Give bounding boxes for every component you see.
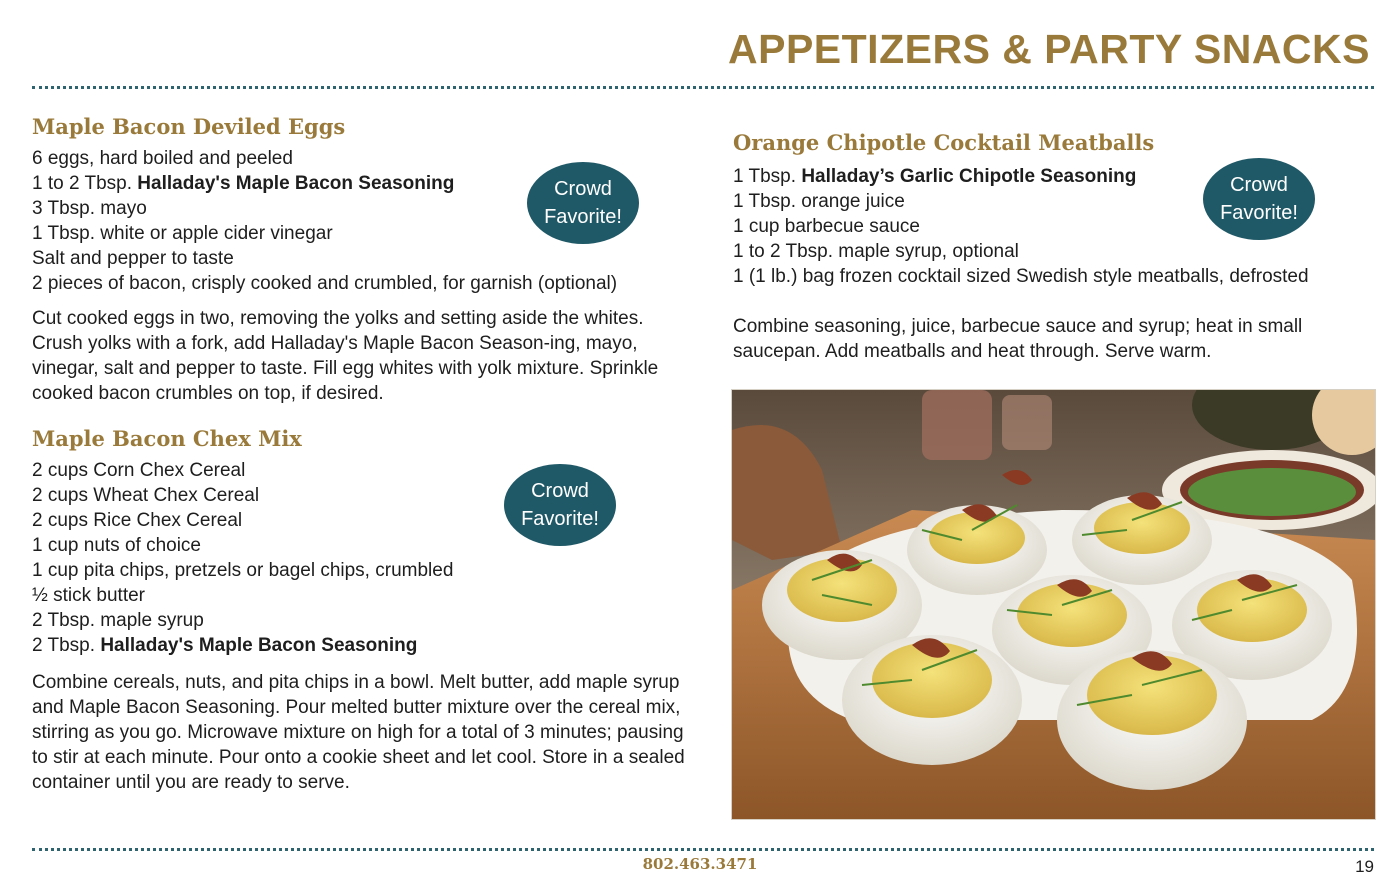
badge-line: Favorite! xyxy=(1220,202,1298,224)
recipe-title: Maple Bacon Chex Mix xyxy=(32,426,302,451)
recipe-directions: Combine seasoning, juice, barbecue sauce and syrup; heat in small saucepan. Add meatballs and heat through. Serve warm. xyxy=(733,316,1303,362)
recipe-maple-bacon-deviled-eggs xyxy=(32,112,692,406)
page-title: APPETIZERS & PARTY SNACKS xyxy=(727,26,1370,72)
recipe-directions: Combine cereals, nuts, and pita chips in a bowl. Melt butter, add maple syrup and Maple Bacon Seasoning. Pour melted butter mixture over the cereal mix, stirring as you go. Microwave mixture on high for a total of 3 minutes; pausing to stir at each minute. Pour onto a cookie sheet and let cool. Store in a sealed container until you are ready to serve. xyxy=(32,672,685,793)
ingredient-item xyxy=(733,164,1373,189)
ingredient-item: ½ stick butter xyxy=(32,585,145,606)
badge-line: Crowd xyxy=(554,178,612,200)
ingredient-amount: 1 Tbsp. xyxy=(733,166,802,187)
badge-line: Crowd xyxy=(531,480,589,502)
ingredient-seasoning-name: Halladay’s Garlic Chipotle Seasoning xyxy=(801,166,1137,187)
ingredient-item: 1 Tbsp. orange juice xyxy=(733,191,905,212)
ingredient-item: 6 eggs, hard boiled and peeled xyxy=(32,148,293,169)
ingredient-seasoning-name: Halladay's Maple Bacon Seasoning xyxy=(137,173,455,194)
ingredient-seasoning-name: Halladay's Maple Bacon Seasoning xyxy=(100,635,418,656)
right-column xyxy=(733,128,1373,364)
footer-phone: 802.463.3471 xyxy=(642,855,758,873)
ingredient-item: 2 cups Wheat Chex Cereal xyxy=(32,485,260,506)
ingredient-item: 1 cup barbecue sauce xyxy=(733,216,920,237)
ingredient-item: Salt and pepper to taste xyxy=(32,248,234,269)
ingredient-item: 1 cup pita chips, pretzels or bagel chips, crumbled xyxy=(32,560,454,581)
bottom-divider xyxy=(32,848,1374,851)
ingredient-item xyxy=(32,633,692,658)
ingredient-item: 1 to 2 Tbsp. maple syrup, optional xyxy=(733,241,1019,262)
ingredient-item: 2 pieces of bacon, crisply cooked and crumbled, for garnish (optional) xyxy=(32,273,618,294)
badge-line: Favorite! xyxy=(544,206,622,228)
ingredient-item: 2 cups Rice Chex Cereal xyxy=(32,510,243,531)
recipe-title: Maple Bacon Deviled Eggs xyxy=(32,114,346,139)
crowd-favorite-badge xyxy=(504,464,616,546)
ingredient-amount: 2 Tbsp. xyxy=(32,635,101,656)
top-divider xyxy=(32,86,1374,89)
recipe-directions: Cut cooked eggs in two, removing the yolks and setting aside the whites. Crush yolks with a fork, add Halladay's Maple Bacon Season-ing, mayo, vinegar, salt and pepper to taste. Fill egg whites with yolk mixture. Sprinkle cooked bacon crumbles on top, if desired. xyxy=(32,308,659,404)
ingredient-item: 2 cups Corn Chex Cereal xyxy=(32,460,246,481)
ingredient-item: 1 Tbsp. white or apple cider vinegar xyxy=(32,223,333,244)
ingredient-item: 1 cup nuts of choice xyxy=(32,535,201,556)
badge-line: Crowd xyxy=(1230,174,1288,196)
ingredient-item: 1 (1 lb.) bag frozen cocktail sized Swedish style meatballs, defrosted xyxy=(733,266,1309,287)
recipe-title: Orange Chipotle Cocktail Meatballs xyxy=(733,130,1155,155)
badge-line: Favorite! xyxy=(521,508,599,530)
deviled-eggs-photo xyxy=(731,389,1376,820)
deviled-eggs-illustration xyxy=(732,390,1375,819)
ingredient-item: 2 Tbsp. maple syrup xyxy=(32,610,204,631)
ingredient-item: 3 Tbsp. mayo xyxy=(32,198,147,219)
ingredient-list xyxy=(733,164,1373,289)
page-number: 19 xyxy=(1355,857,1374,876)
recipe-orange-chipotle-meatballs xyxy=(733,128,1373,364)
crowd-favorite-badge xyxy=(527,162,639,244)
ingredient-amount: 1 to 2 Tbsp. xyxy=(32,173,138,194)
